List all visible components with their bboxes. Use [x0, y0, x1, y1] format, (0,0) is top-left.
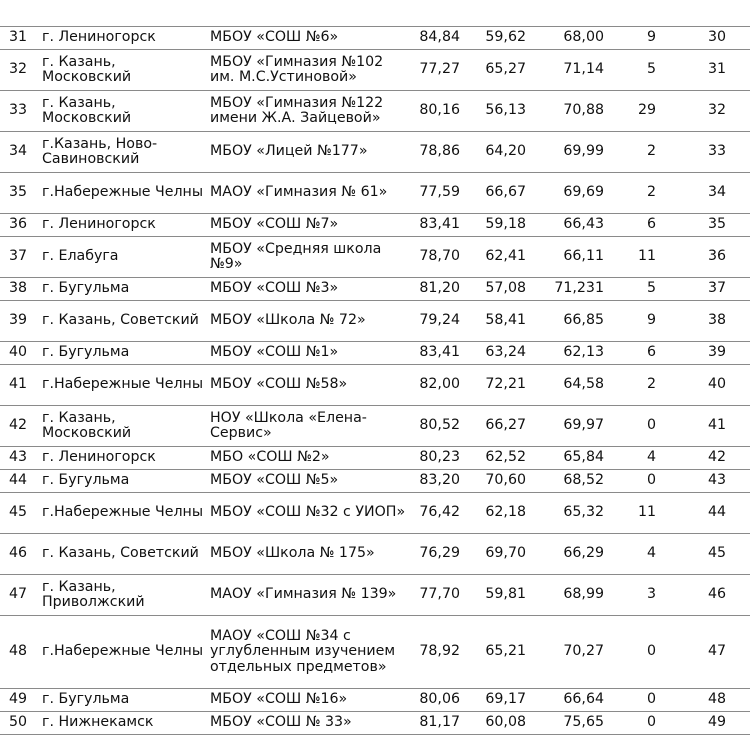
- school-name-cell: МБОУ «СОШ №32 с УИОП»: [206, 493, 412, 534]
- count-cell: 11: [604, 493, 656, 534]
- score-c-cell: 69,99: [526, 132, 604, 173]
- city-district-cell: г. Бугульма: [38, 278, 206, 301]
- table-row: [0, 342, 750, 365]
- count-cell: 5: [604, 278, 656, 301]
- city-district-cell: г. Нижнекамск: [38, 712, 206, 735]
- score-b-cell: 57,08: [460, 278, 526, 301]
- row-number-cell: 42: [0, 406, 38, 447]
- score-a-cell: 76,29: [412, 534, 460, 575]
- count-cell: 9: [604, 301, 656, 342]
- score-c-cell: 66,29: [526, 534, 604, 575]
- score-a-cell: 80,23: [412, 447, 460, 470]
- city-district-cell: г. Казань, Советский: [38, 301, 206, 342]
- score-a-cell: 82,00: [412, 365, 460, 406]
- score-c-cell: 70,27: [526, 616, 604, 689]
- city-district-cell: г. Лениногорск: [38, 214, 206, 237]
- score-a-cell: 78,86: [412, 132, 460, 173]
- score-b-cell: 56,13: [460, 91, 526, 132]
- score-a-cell: 77,59: [412, 173, 460, 214]
- school-name-cell: МБОУ «СОШ №6»: [206, 27, 412, 50]
- score-b-cell: 69,70: [460, 534, 526, 575]
- score-c-cell: 66,85: [526, 301, 604, 342]
- city-district-cell: г. Казань, Приволжский: [38, 575, 206, 616]
- count-cell: 0: [604, 689, 656, 712]
- school-name-cell: МБО «СОШ №2»: [206, 447, 412, 470]
- rank-cell: 30: [656, 27, 750, 50]
- school-name-cell: НОУ «Школа «Елена-Сервис»: [206, 406, 412, 447]
- score-a-cell: 80,06: [412, 689, 460, 712]
- rank-cell: 39: [656, 342, 750, 365]
- table-row: [0, 689, 750, 712]
- school-name-cell: МБОУ «СОШ №7»: [206, 214, 412, 237]
- score-a-cell: 80,16: [412, 91, 460, 132]
- score-a-cell: 79,24: [412, 301, 460, 342]
- score-c-cell: 65,32: [526, 493, 604, 534]
- row-number-cell: 43: [0, 447, 38, 470]
- row-number-cell: 44: [0, 470, 38, 493]
- score-b-cell: 66,67: [460, 173, 526, 214]
- city-district-cell: г.Набережные Челны: [38, 173, 206, 214]
- score-b-cell: 63,24: [460, 342, 526, 365]
- count-cell: 29: [604, 91, 656, 132]
- row-number-cell: 38: [0, 278, 38, 301]
- rank-cell: 48: [656, 689, 750, 712]
- table-row: [0, 534, 750, 575]
- school-name-cell: МБОУ «СОШ №3»: [206, 278, 412, 301]
- score-b-cell: 69,17: [460, 689, 526, 712]
- rank-cell: 38: [656, 301, 750, 342]
- table-row: [0, 470, 750, 493]
- city-district-cell: г. Казань, Советский: [38, 534, 206, 575]
- rank-cell: 43: [656, 470, 750, 493]
- school-name-cell: МБОУ «СОШ №58»: [206, 365, 412, 406]
- score-b-cell: 66,27: [460, 406, 526, 447]
- row-number-cell: 50: [0, 712, 38, 735]
- score-c-cell: 66,11: [526, 237, 604, 278]
- row-number-cell: 33: [0, 91, 38, 132]
- score-c-cell: 64,58: [526, 365, 604, 406]
- school-name-cell: МБОУ «Гимназия №102 им. М.С.Устиновой»: [206, 50, 412, 91]
- city-district-cell: г. Казань, Московский: [38, 50, 206, 91]
- score-a-cell: 81,20: [412, 278, 460, 301]
- school-name-cell: МБОУ «Средняя школа №9»: [206, 237, 412, 278]
- count-cell: 4: [604, 447, 656, 470]
- score-a-cell: 81,17: [412, 712, 460, 735]
- count-cell: 0: [604, 616, 656, 689]
- score-c-cell: 70,88: [526, 91, 604, 132]
- row-number-cell: 48: [0, 616, 38, 689]
- rank-cell: 47: [656, 616, 750, 689]
- score-a-cell: 84,84: [412, 27, 460, 50]
- count-cell: 2: [604, 365, 656, 406]
- score-b-cell: 62,41: [460, 237, 526, 278]
- table-row: [0, 575, 750, 616]
- row-number-cell: 31: [0, 27, 38, 50]
- table-row: [0, 27, 750, 50]
- rank-cell: 49: [656, 712, 750, 735]
- rank-cell: 35: [656, 214, 750, 237]
- count-cell: 0: [604, 406, 656, 447]
- row-number-cell: 36: [0, 214, 38, 237]
- rank-cell: 42: [656, 447, 750, 470]
- count-cell: 5: [604, 50, 656, 91]
- score-c-cell: 66,43: [526, 214, 604, 237]
- score-b-cell: 58,41: [460, 301, 526, 342]
- score-b-cell: 59,62: [460, 27, 526, 50]
- table-row: [0, 173, 750, 214]
- rank-cell: 37: [656, 278, 750, 301]
- city-district-cell: г. Лениногорск: [38, 27, 206, 50]
- school-ranking-table: [0, 26, 750, 735]
- table-row: [0, 365, 750, 406]
- row-number-cell: 41: [0, 365, 38, 406]
- school-name-cell: МБОУ «СОШ №16»: [206, 689, 412, 712]
- score-a-cell: 83,41: [412, 342, 460, 365]
- city-district-cell: г. Казань, Московский: [38, 406, 206, 447]
- count-cell: 11: [604, 237, 656, 278]
- table-row: [0, 493, 750, 534]
- rank-cell: 44: [656, 493, 750, 534]
- city-district-cell: г.Набережные Челны: [38, 493, 206, 534]
- score-c-cell: 71,14: [526, 50, 604, 91]
- score-c-cell: 71,231: [526, 278, 604, 301]
- row-number-cell: 35: [0, 173, 38, 214]
- score-a-cell: 77,27: [412, 50, 460, 91]
- score-c-cell: 62,13: [526, 342, 604, 365]
- score-b-cell: 65,21: [460, 616, 526, 689]
- row-number-cell: 46: [0, 534, 38, 575]
- city-district-cell: г. Бугульма: [38, 689, 206, 712]
- table-row: [0, 50, 750, 91]
- ranking-table-page: [0, 26, 750, 735]
- score-a-cell: 76,42: [412, 493, 460, 534]
- score-b-cell: 60,08: [460, 712, 526, 735]
- ranking-table-body: [0, 27, 750, 735]
- score-c-cell: 66,64: [526, 689, 604, 712]
- row-number-cell: 39: [0, 301, 38, 342]
- table-row: [0, 278, 750, 301]
- row-number-cell: 32: [0, 50, 38, 91]
- city-district-cell: г. Бугульма: [38, 342, 206, 365]
- row-number-cell: 37: [0, 237, 38, 278]
- school-name-cell: МБОУ «Лицей №177»: [206, 132, 412, 173]
- count-cell: 4: [604, 534, 656, 575]
- table-row: [0, 712, 750, 735]
- score-b-cell: 59,81: [460, 575, 526, 616]
- rank-cell: 45: [656, 534, 750, 575]
- row-number-cell: 45: [0, 493, 38, 534]
- score-c-cell: 68,52: [526, 470, 604, 493]
- row-number-cell: 40: [0, 342, 38, 365]
- table-row: [0, 301, 750, 342]
- school-name-cell: МБОУ «Школа № 72»: [206, 301, 412, 342]
- city-district-cell: г.Казань, Ново-Савиновский: [38, 132, 206, 173]
- count-cell: 2: [604, 173, 656, 214]
- score-a-cell: 83,41: [412, 214, 460, 237]
- city-district-cell: г.Набережные Челны: [38, 616, 206, 689]
- score-b-cell: 70,60: [460, 470, 526, 493]
- table-row: [0, 91, 750, 132]
- score-b-cell: 64,20: [460, 132, 526, 173]
- table-row: [0, 132, 750, 173]
- score-b-cell: 62,18: [460, 493, 526, 534]
- count-cell: 3: [604, 575, 656, 616]
- school-name-cell: МАОУ «Гимназия № 61»: [206, 173, 412, 214]
- table-row: [0, 237, 750, 278]
- rank-cell: 32: [656, 91, 750, 132]
- school-name-cell: МБОУ «СОШ № 33»: [206, 712, 412, 735]
- score-a-cell: 77,70: [412, 575, 460, 616]
- row-number-cell: 34: [0, 132, 38, 173]
- school-name-cell: МАОУ «СОШ №34 с углубленным изучением отдельных предметов»: [206, 616, 412, 689]
- count-cell: 6: [604, 342, 656, 365]
- school-name-cell: МБОУ «СОШ №1»: [206, 342, 412, 365]
- table-row: [0, 406, 750, 447]
- score-c-cell: 65,84: [526, 447, 604, 470]
- rank-cell: 34: [656, 173, 750, 214]
- count-cell: 9: [604, 27, 656, 50]
- score-c-cell: 68,99: [526, 575, 604, 616]
- rank-cell: 46: [656, 575, 750, 616]
- score-c-cell: 69,97: [526, 406, 604, 447]
- city-district-cell: г.Набережные Челны: [38, 365, 206, 406]
- score-c-cell: 75,65: [526, 712, 604, 735]
- city-district-cell: г. Бугульма: [38, 470, 206, 493]
- score-b-cell: 62,52: [460, 447, 526, 470]
- count-cell: 2: [604, 132, 656, 173]
- count-cell: 0: [604, 712, 656, 735]
- score-b-cell: 72,21: [460, 365, 526, 406]
- row-number-cell: 47: [0, 575, 38, 616]
- score-a-cell: 83,20: [412, 470, 460, 493]
- table-row: [0, 616, 750, 689]
- rank-cell: 31: [656, 50, 750, 91]
- score-b-cell: 59,18: [460, 214, 526, 237]
- city-district-cell: г. Елабуга: [38, 237, 206, 278]
- row-number-cell: 49: [0, 689, 38, 712]
- score-a-cell: 78,70: [412, 237, 460, 278]
- school-name-cell: МБОУ «Гимназия №122 имени Ж.А. Зайцевой»: [206, 91, 412, 132]
- score-a-cell: 78,92: [412, 616, 460, 689]
- score-b-cell: 65,27: [460, 50, 526, 91]
- rank-cell: 36: [656, 237, 750, 278]
- table-row: [0, 214, 750, 237]
- rank-cell: 41: [656, 406, 750, 447]
- score-c-cell: 68,00: [526, 27, 604, 50]
- school-name-cell: МАОУ «Гимназия № 139»: [206, 575, 412, 616]
- count-cell: 6: [604, 214, 656, 237]
- score-a-cell: 80,52: [412, 406, 460, 447]
- city-district-cell: г. Казань, Московский: [38, 91, 206, 132]
- rank-cell: 33: [656, 132, 750, 173]
- count-cell: 0: [604, 470, 656, 493]
- score-c-cell: 69,69: [526, 173, 604, 214]
- school-name-cell: МБОУ «Школа № 175»: [206, 534, 412, 575]
- school-name-cell: МБОУ «СОШ №5»: [206, 470, 412, 493]
- rank-cell: 40: [656, 365, 750, 406]
- table-row: [0, 447, 750, 470]
- city-district-cell: г. Лениногорск: [38, 447, 206, 470]
